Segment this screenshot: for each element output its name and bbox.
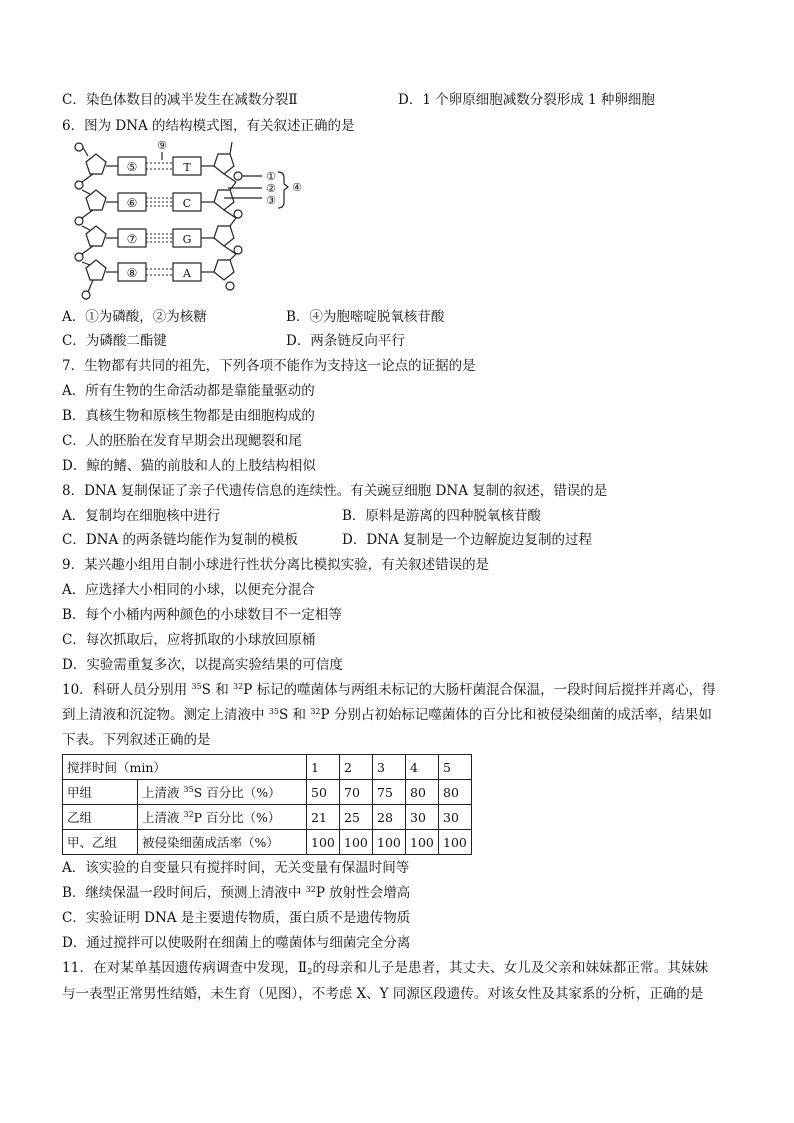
callout-2: ② xyxy=(266,182,276,195)
base-letter-A: A xyxy=(183,267,191,280)
base-letter-C: C xyxy=(182,197,192,210)
value-cell: 28 xyxy=(373,805,406,830)
group-cell: 甲、乙组 xyxy=(63,830,138,855)
q10-option-c: C．实验证明 DNA 是主要遗传物质，蛋白质不是遗传物质 xyxy=(62,910,411,926)
callout-4: ④ xyxy=(292,181,302,194)
header-time-cell: 2 xyxy=(340,755,373,780)
phosphate-circle-left-1 xyxy=(75,143,83,151)
q8-option-d: D．DNA 复制是一个边解旋边复制的过程 xyxy=(342,532,593,548)
sugar-pentagon-right-1 xyxy=(214,154,234,174)
value-cell: 25 xyxy=(340,805,373,830)
box-label-8: ⑧ xyxy=(126,266,138,280)
base-letter-T: T xyxy=(183,161,191,174)
q9-option-b: B．每个小桶内两种颜色的小球数目不一定相等 xyxy=(62,607,342,623)
q11-stem-line-1: 11．在对某单基因遗传病调查中发现，$Ⅱ_2$的母亲和儿子是患者，其丈夫、女儿及父亲和妹妹都正常。其妹妹 xyxy=(62,960,709,976)
value-cell: 100 xyxy=(406,830,439,855)
sugar-pentagon-right-4 xyxy=(214,260,234,280)
sugar-pentagon-right-2 xyxy=(214,190,234,210)
q6-option-d: D．两条链反向平行 xyxy=(286,333,405,349)
phosphate-circle-right-3 xyxy=(234,246,242,254)
value-cell: 100 xyxy=(373,830,406,855)
value-cell: 50 xyxy=(307,780,340,805)
sugar-pentagon-left-1 xyxy=(86,154,106,174)
q8-stem: 8．DNA 复制保证了亲子代遗传信息的连续性。有关豌豆细胞 DNA 复制的叙述，错误的是 xyxy=(62,483,608,499)
q7-option-d: D．鲸的鳍、猫的前肢和人的上肢结构相似 xyxy=(62,458,316,474)
measure-cell: 上清液 $^{35}$S 百分比（%） xyxy=(138,780,307,805)
q5-option-c: C．染色体数目的减半发生在减数分裂Ⅱ xyxy=(62,92,298,108)
value-cell: 80 xyxy=(406,780,439,805)
value-cell: 21 xyxy=(307,805,340,830)
stirring-results-table xyxy=(62,754,472,855)
q7-stem: 7．生物都有共同的祖先，下列各项不能作为支持这一论点的证据的是 xyxy=(62,358,476,374)
q9-option-a: A．应选择大小相同的小球，以便充分混合 xyxy=(62,582,315,598)
table-row xyxy=(63,780,472,805)
q7-option-b: B．真核生物和原核生物都是由细胞构成的 xyxy=(62,408,315,424)
q8-option-a: A．复制均在细胞核中进行 xyxy=(62,508,221,524)
value-cell: 30 xyxy=(439,805,472,830)
table-row xyxy=(63,805,472,830)
phosphate-circle-right-1 xyxy=(234,172,242,180)
base-letter-G: G xyxy=(182,233,192,246)
q7-option-c: C．人的胚胎在发育早期会出现鳃裂和尾 xyxy=(62,433,302,449)
q9-option-c: C．每次抓取后，应将抓取的小球放回原桶 xyxy=(62,632,316,648)
measure-cell: 上清液 $^{32}$P 百分比（%） xyxy=(138,805,307,830)
q10-stem-line-3: 下表。下列叙述正确的是 xyxy=(62,732,211,748)
q10-option-d: D．通过搅拌可以使吸附在细菌上的噬菌体与细菌完全分离 xyxy=(62,935,411,951)
header-stirring-time: 搅拌时间（min） xyxy=(63,755,307,780)
q10-option-b: B．继续保温一段时间后，预测上清液中 $^{32}$P 放射性会增高 xyxy=(62,885,411,901)
box-label-7: ⑦ xyxy=(126,232,138,246)
dna-structure-figure xyxy=(66,136,306,304)
value-cell: 100 xyxy=(307,830,340,855)
phosphate-circle-left-2 xyxy=(75,181,83,189)
q6-option-b: B．④为胞嘧啶脱氧核苷酸 xyxy=(286,309,445,325)
phosphate-circle-right-2 xyxy=(234,210,242,218)
table-header-row xyxy=(63,755,472,780)
phosphate-circle-left-3 xyxy=(75,217,83,225)
sugar-pentagon-right-3 xyxy=(214,226,234,246)
q6-option-c: C．为磷酸二酯键 xyxy=(62,333,167,349)
value-cell: 30 xyxy=(406,805,439,830)
sugar-pentagon-left-4 xyxy=(86,260,106,280)
q7-option-a: A．所有生物的生命活动都是靠能量驱动的 xyxy=(62,383,315,399)
value-cell: 80 xyxy=(439,780,472,805)
q9-stem: 9．某兴趣小组用自制小球进行性状分离比模拟实验，有关叙述错误的是 xyxy=(62,557,490,573)
q5-option-d: D．1 个卵原细胞减数分裂形成 1 种卵细胞 xyxy=(398,92,655,108)
box-label-5: ⑤ xyxy=(126,160,138,174)
phosphate-circle-left-5 xyxy=(82,291,90,299)
q6-stem: 6．图为 DNA 的结构模式图，有关叙述正确的是 xyxy=(62,118,355,134)
value-cell: 100 xyxy=(439,830,472,855)
callout-9: ⑨ xyxy=(157,139,167,152)
box-label-6: ⑥ xyxy=(126,196,138,210)
value-cell: 75 xyxy=(373,780,406,805)
phosphate-circle-right-4 xyxy=(226,282,234,290)
q6-option-a: A．①为磷酸，②为核糖 xyxy=(62,309,207,325)
header-time-cell: 5 xyxy=(439,755,472,780)
header-time-cell: 3 xyxy=(373,755,406,780)
callout-1: ① xyxy=(266,170,276,183)
q11-stem-line-2: 与一表型正常男性结婚，未生育（见图），不考虑 X、Y 同源区段遗传。对该女性及其家系的分析，正确的是 xyxy=(62,986,704,1002)
value-cell: 70 xyxy=(340,780,373,805)
value-cell: 100 xyxy=(340,830,373,855)
phosphate-circle-left-4 xyxy=(75,253,83,261)
group-cell: 甲组 xyxy=(63,780,138,805)
q8-option-c: C．DNA 的两条链均能作为复制的模板 xyxy=(62,532,299,548)
q8-option-b: B．原料是游离的四种脱氧核苷酸 xyxy=(342,508,541,524)
measure-cell: 被侵染细菌成活率（%） xyxy=(138,830,307,855)
q10-option-a: A．该实验的自变量只有搅拌时间，无关变量有保温时间等 xyxy=(62,860,410,876)
table-row xyxy=(63,830,472,855)
group-cell: 乙组 xyxy=(63,805,138,830)
header-time-cell: 1 xyxy=(307,755,340,780)
q10-stem-line-2: 到上清液和沉淀物。测定上清液中 $^{35}$S 和 $^{32}$P 分别占初始标记噬菌体的百分比和被侵染细菌的成活率，结果如 xyxy=(62,707,712,723)
q10-stem-line-1: 10．科研人员分别用 $^{35}$S 和 $^{32}$P 标记的噬菌体与两组未标记的大肠杆菌混合保温，一段时间后搅拌并离心，得 xyxy=(62,682,716,698)
header-time-cell: 4 xyxy=(406,755,439,780)
q9-option-d: D．实验需重复多次，以提高实验结果的可信度 xyxy=(62,657,343,673)
callout-3: ③ xyxy=(266,194,276,207)
